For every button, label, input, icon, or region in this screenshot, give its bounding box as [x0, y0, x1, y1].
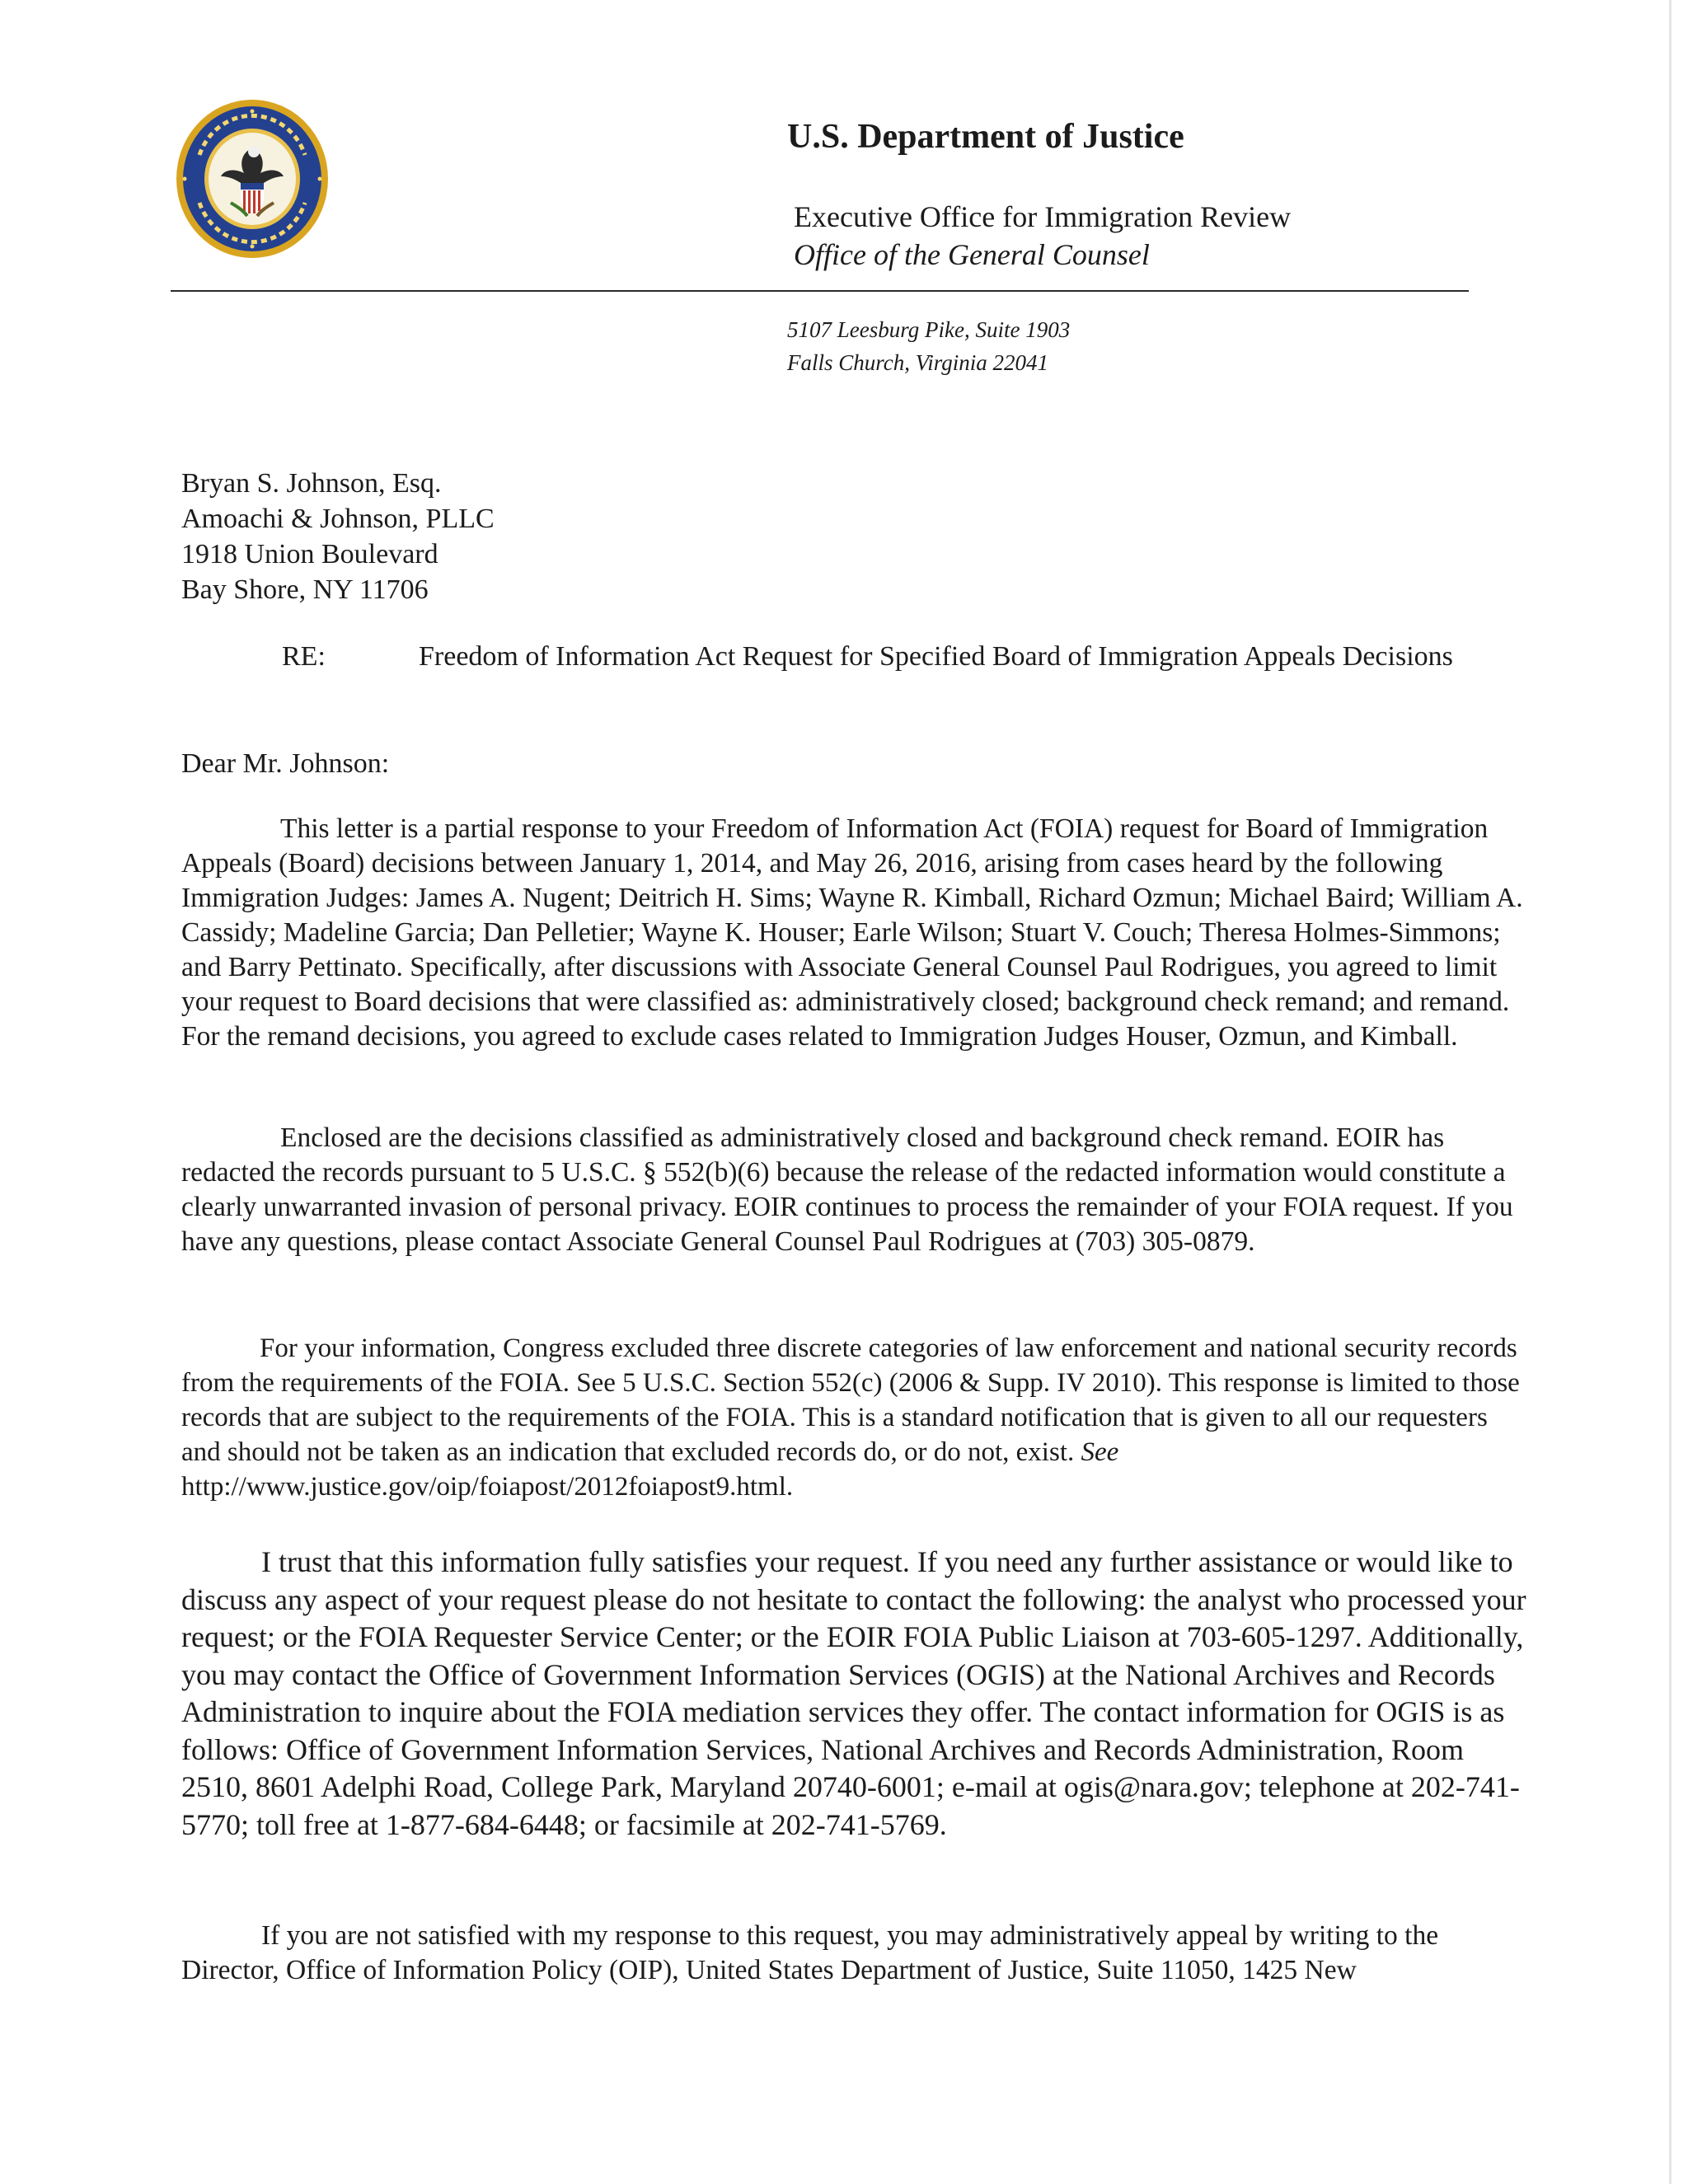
recipient-firm: Amoachi & Johnson, PLLC	[181, 504, 495, 534]
office-address	[787, 313, 1070, 379]
office-name: Executive Office for Immigration Review	[794, 200, 1292, 233]
page-edge	[1669, 0, 1672, 2184]
see-label: See	[1081, 1437, 1119, 1467]
recipient-city: Bay Shore, NY 11706	[181, 574, 429, 605]
doj-eoir-seal-icon	[175, 97, 330, 260]
paragraph-partial-response: This letter is a partial response to your Freedom of Information Act (FOIA) request for Board of Immigration Appeals (Board) decisions between January 1, 2014, and May 26, 2016, arising from cases heard by the following Immigration Judges: James A. Nugent; Deitrich H. Sims; Wayne R. Kimball, Richard Ozmun; Michael Baird; William A. Cassidy; Madeline Garcia; Dan Pelletier; Wayne K. Houser; Earle Wilson; Stuart V. Couch; Theresa Holmes-Simmons; and Barry Pettinato. Specifically, after discussions with Associate General Counsel Paul Rodrigues, you agreed to limit your request to Board decisions that were classified as: administratively closed; background check remand; and remand. For the remand decisions, you agreed to exclude cases related to Immigration Judges Houser, Ozmun, and Kimball.	[181, 813, 1523, 1052]
letterhead-divider	[171, 290, 1469, 292]
recipient-block	[181, 466, 495, 607]
address-line-2: Falls Church, Virginia 22041	[787, 350, 1048, 375]
paragraph-exclusion-notice	[181, 1331, 1533, 1504]
salutation: Dear Mr. Johnson:	[181, 748, 390, 779]
recipient-street: 1918 Union Boulevard	[181, 539, 438, 569]
paragraph-appeal: If you are not satisfied with my response to this request, you may administratively appeal by writing to the Director, Office of Information Policy (OIP), United States Department of Justice, Suite 11050, 1425 New	[181, 1920, 1439, 1985]
recipient-name: Bryan S. Johnson, Esq.	[181, 468, 442, 499]
address-line-1: 5107 Leesburg Pike, Suite 1903	[787, 317, 1071, 342]
office-block	[794, 198, 1291, 274]
re-subject: Freedom of Information Act Request for Specified Board of Immigration Appeals Decisions	[419, 641, 1453, 672]
oip-url: http://www.justice.gov/oip/foiapost/2012foiapost9.html.	[181, 1472, 794, 1502]
agency-name: U.S. Department of Justice	[787, 118, 1184, 156]
exclusion-text: For your information, Congress excluded three discrete categories of law enforcement and national security records from the requirements of the FOIA. See 5 U.S.C. Section 552(c) (2006 & Supp. IV 2010). This response is limited to those records that are subject to the requirements of the FOIA. This is a standard notification that is given to all our requesters and should not be taken as an indication that excluded records do, or do not, exist.	[181, 1333, 1520, 1467]
re-label: RE:	[282, 641, 326, 672]
paragraph-contact-info: I trust that this information fully satisfies your request. If you need any further assistance or would like to discuss any aspect of your request please do not hesitate to contact the following: the analyst who processed your request; or the FOIA Requester Service Center; or the EOIR FOIA Public Liaison at 703-605-1297. Additionally, you may contact the Office of Government Information Services (OGIS) at the National Archives and Records Administration to inquire about the FOIA mediation services they offer. The contact information for OGIS is as follows: Office of Government Information Services, National Archives and Records Administration, Room 2510, 8601 Adelphi Road, College Park, Maryland 20740-6001; e-mail at ogis@nara.gov; telephone at 202-741-5770; toll free at 1-877-684-6448; or facsimile at 202-741-5769.	[181, 1545, 1526, 1841]
paragraph-enclosed-decisions: Enclosed are the decisions classified as administratively closed and background check remand. EOIR has redacted the records pursuant to 5 U.S.C. § 552(b)(6) because the release of the redacted information would constitute a clearly unwarranted invasion of personal privacy. EOIR continues to process the remainder of your FOIA request. If you have any questions, please contact Associate General Counsel Paul Rodrigues at (703) 305-0879.	[181, 1122, 1513, 1257]
office-subname: Office of the General Counsel	[794, 238, 1150, 271]
